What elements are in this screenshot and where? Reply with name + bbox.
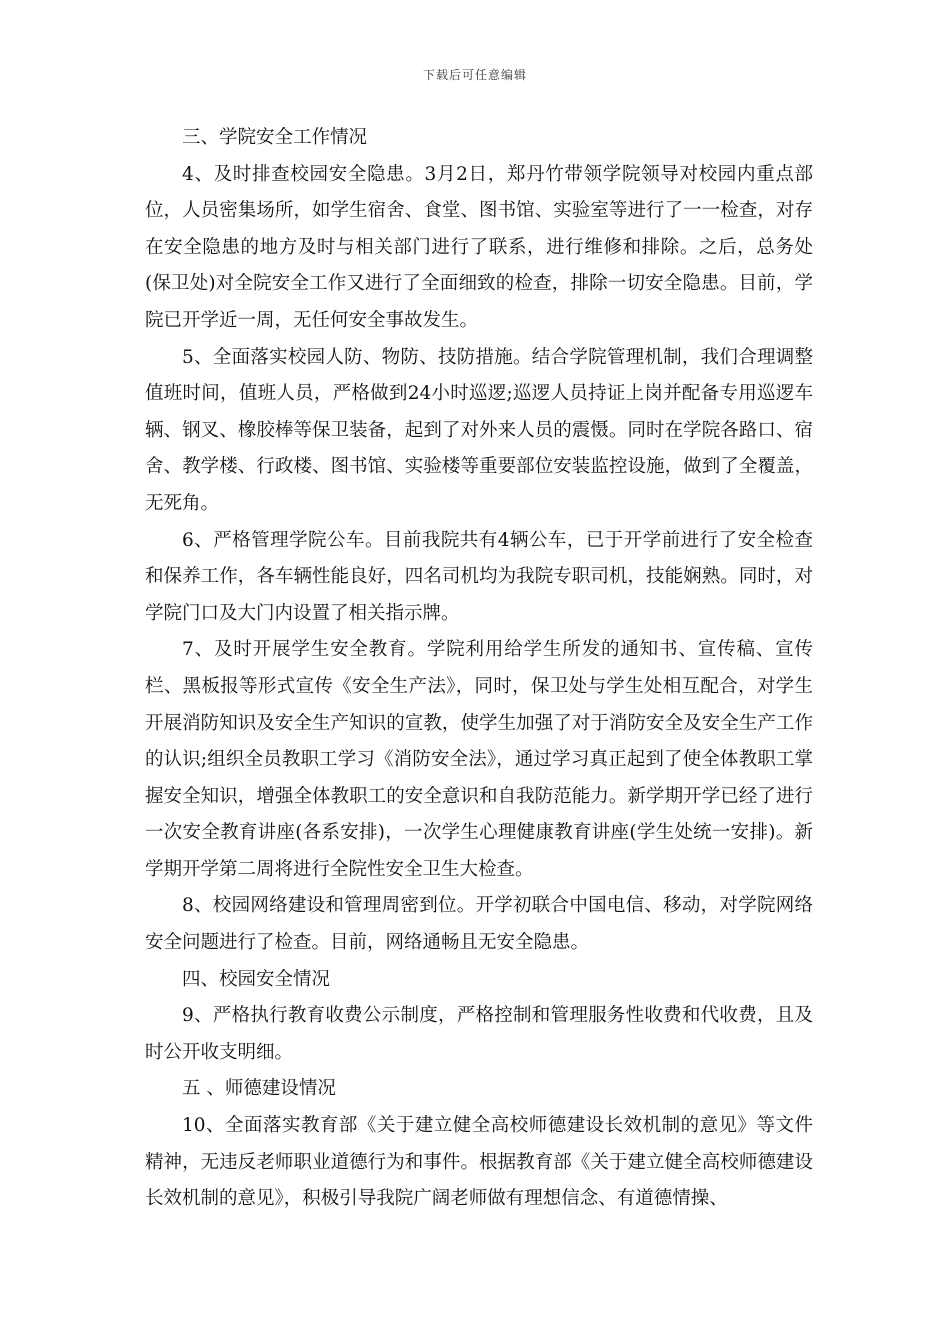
section-heading-5: 五 、师德建设情况 [182,1078,336,1100]
paragraph-9: 9、严格执行教育收费公示制度，严格控制和管理服务性收费和代收费，且及时公开收支明细。 [145,1005,813,1063]
section-heading-3: 三、学院安全工作情况 [182,127,368,148]
paragraph-5: 5、全面落实校园人防、物防、技防措施。结合学院管理机制，我们合理调整值班时间，值班人员，严格做到24小时巡逻;巡逻人员持证上岗并配备专用巡逻车辆、钢叉、橡胶棒等保卫装备，起到了对外来人员的震慑。同时在学院各路口、宿舍、教学楼、行政楼、图书馆、实验楼等重要部位安装监控设施，做到了全覆盖，无死角。 [145,346,813,514]
section-heading-4: 四、校园安全情况 [182,968,331,990]
paragraph-10: 10、全面落实教育部《关于建立健全高校师德建设长效机制的意见》等文件精神，无违反老师职业道德行为和事件。根据教育部《关于建立健全高校师德建设长效机制的意见》，积极引导我院广阔老师做有理想信念、有道德情操、 [145,1115,813,1210]
paragraph-4: 4、及时排查校园安全隐患。3月2日，郑丹竹带领学院领导对校园内重点部位，人员密集场所，如学生宿舍、食堂、图书馆、实验室等进行了一一检查，对存在安全隐患的地方及时与相关部门进行了联系，进行维修和排除。之后，总务处(保卫处)对全院安全工作又进行了全面细致的检查，排除一切安全隐患。目前，学院已开学近一周，无任何安全事故发生。 [145,163,813,331]
document-body [145,120,813,1218]
page-header: 下载后可任意编辑 [422,68,527,82]
paragraph-6: 6、严格管理学院公车。目前我院共有4辆公车，已于开学前进行了安全检查和保养工作，各车辆性能良好，四名司机均为我院专职司机，技能娴熟。同时，对学院门口及大门内设置了相关指示牌。 [145,529,813,624]
paragraph-7: 7、及时开展学生安全教育。学院利用给学生所发的通知书、宣传稿、宣传栏、黑板报等形式宣传《安全生产法》，同时，保卫处与学生处相互配合，对学生开展消防知识及安全生产知识的宣教，使学生加强了对于消防安全及安全生产工作的认识;组织全员教职工学习《消防安全法》，通过学习真正起到了使全体教职工掌握安全知识，增强全体教职工的安全意识和自我防范能力。新学期开学已经了进行一次安全教育讲座(各系安排)，一次学生心理健康教育讲座(学生处统一安排)。新学期开学第二周将进行全院性安全卫生大检查。 [145,639,813,880]
paragraph-8: 8、校园网络建设和管理周密到位。开学初联合中国电信、移动，对学院网络安全问题进行了检查。目前，网络通畅且无安全隐患。 [145,895,813,954]
